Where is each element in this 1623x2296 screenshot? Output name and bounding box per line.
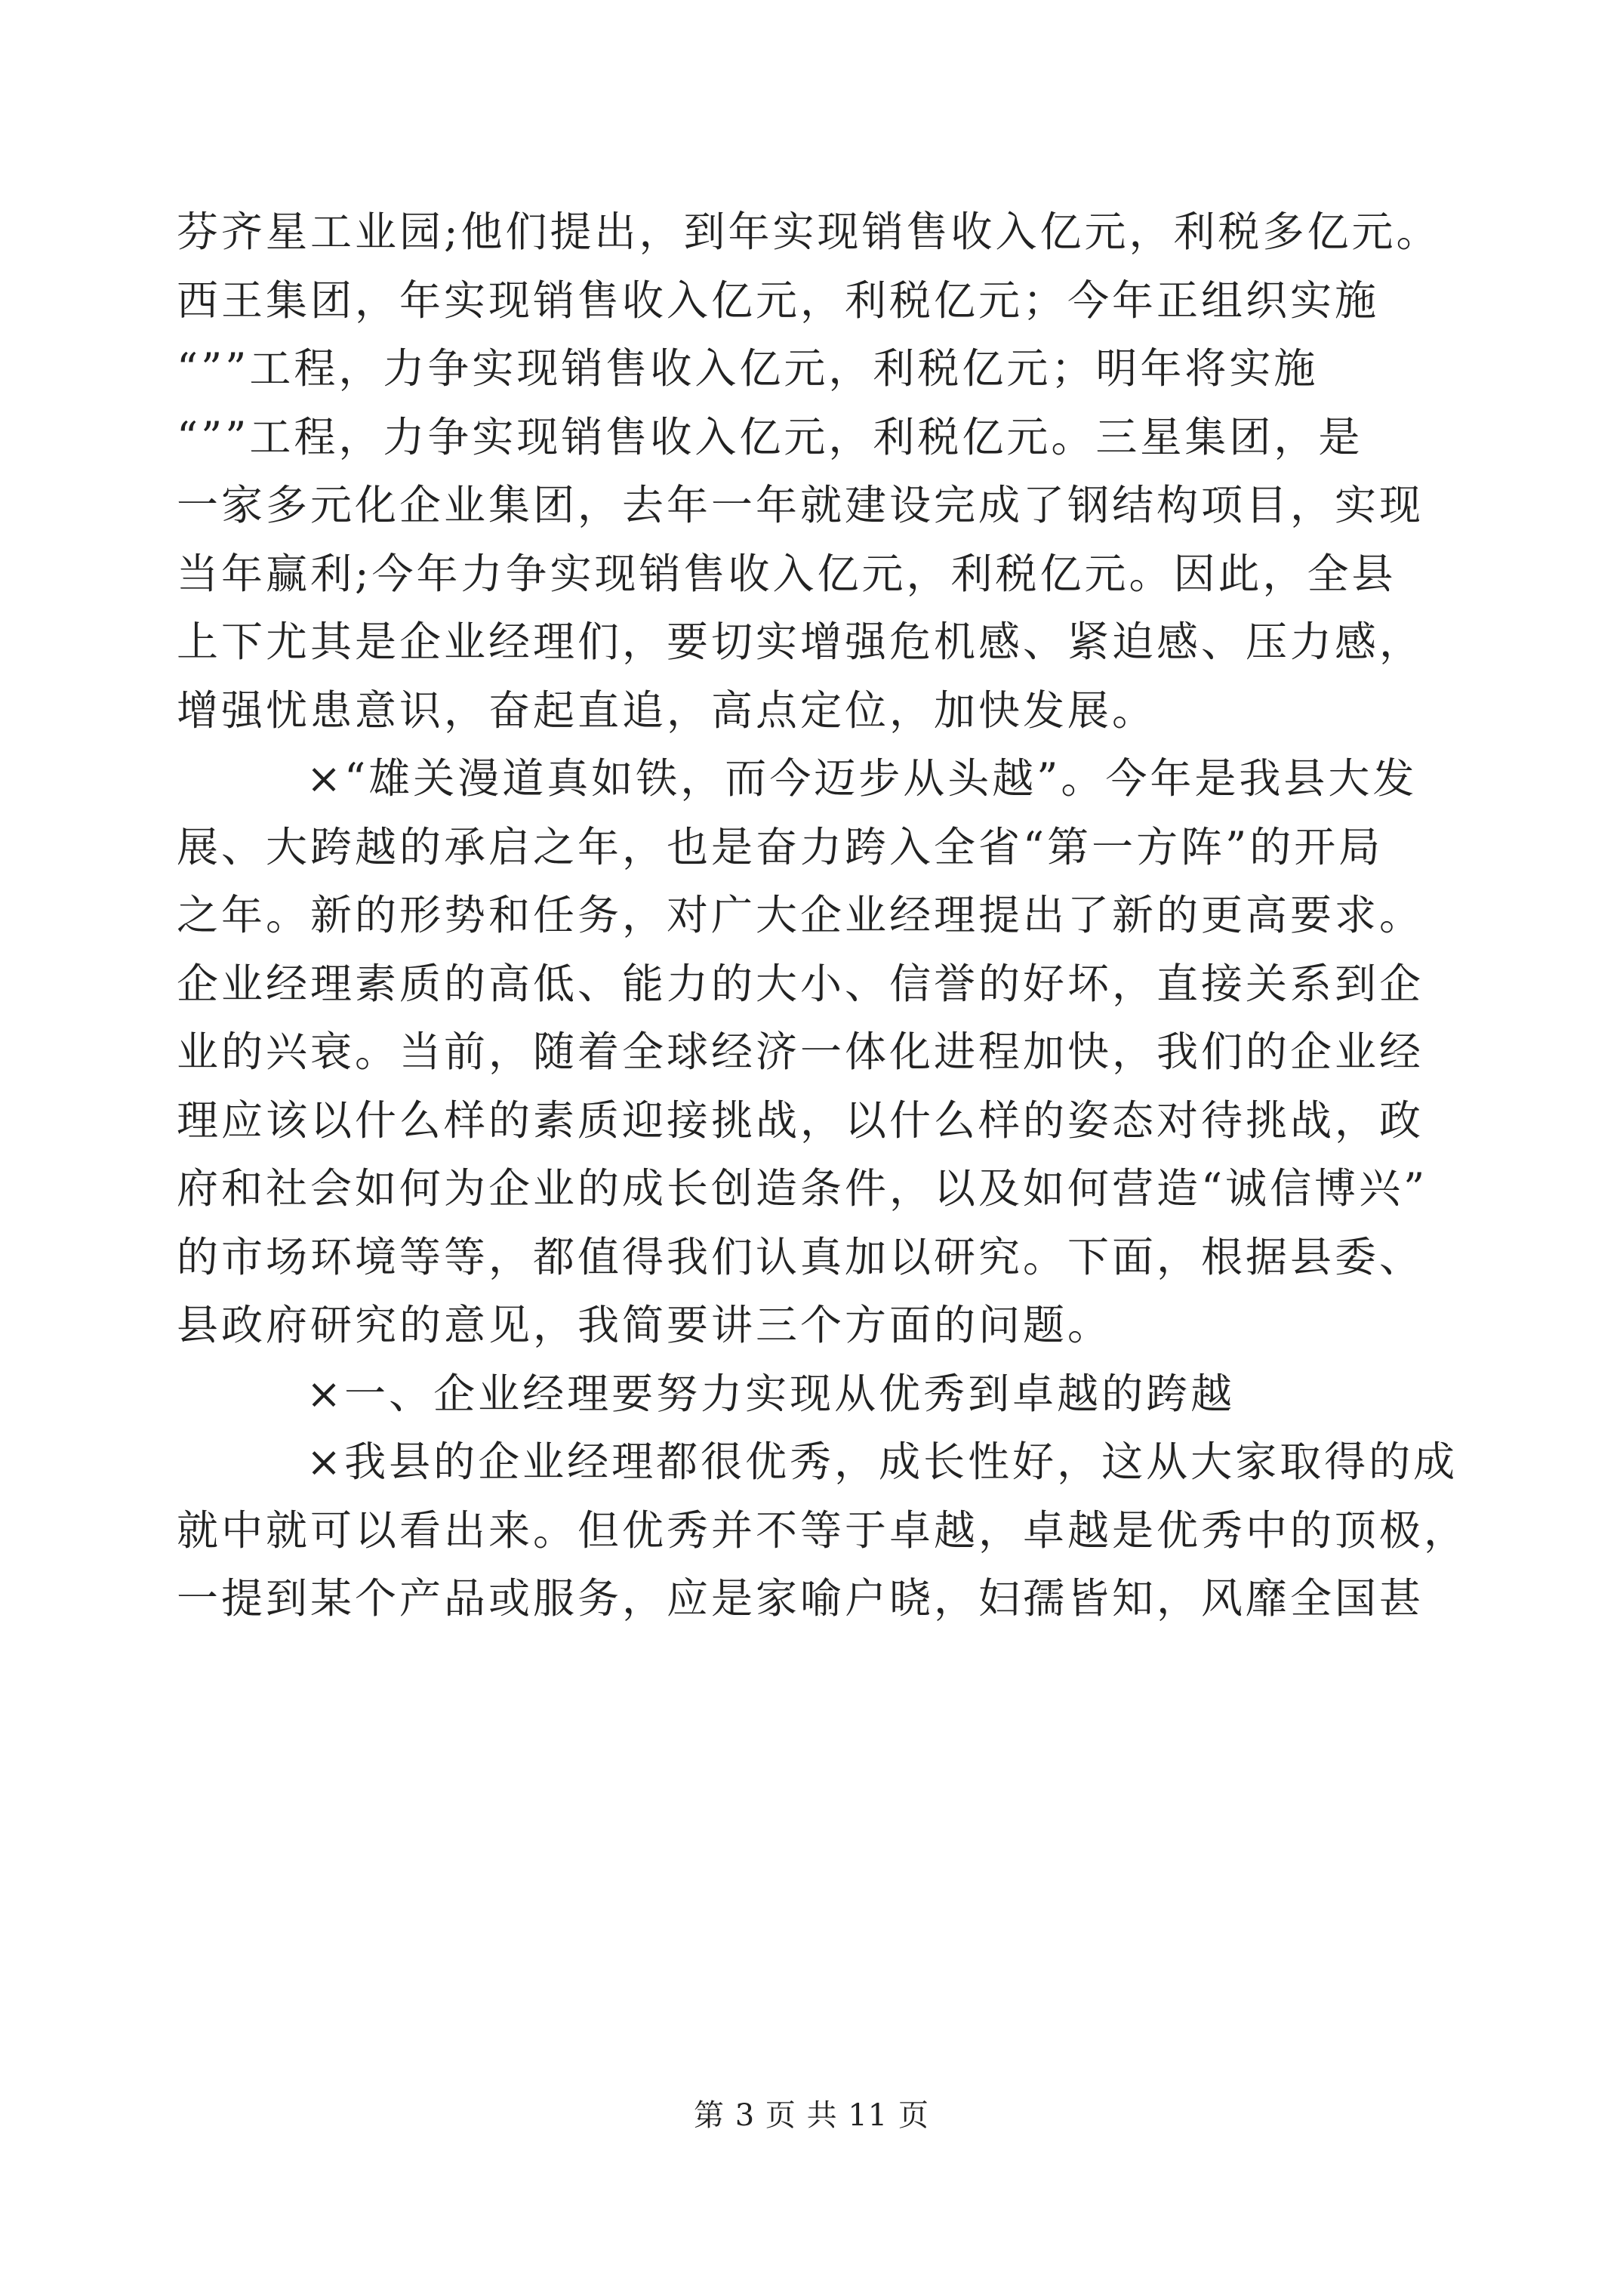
text-line: 展、大跨越的承启之年，也是奋力跨入全省“第一方阵”的开局: [177, 822, 1384, 871]
text-line: 一提到某个产品或服务，应是家喻户晓，妇孺皆知，风靡全国甚: [177, 1574, 1424, 1623]
text-line: “””工程，力争实现销售收入亿元，利税亿元。三星集团，是: [177, 412, 1363, 461]
text-line: 芬齐星工业园;他们提出，到年实现销售收入亿元，利税多亿元。: [177, 208, 1441, 256]
text-line: 增强忧患意识，奋起直追，高点定位，加快发展。: [177, 686, 1157, 735]
text-line: 上下尤其是企业经理们，要切实增强危机感、紧迫感、压力感，: [177, 618, 1424, 666]
text-line: 当年赢利;今年力争实现销售收入亿元，利税亿元。因此，全县: [177, 549, 1397, 598]
text-line: 府和社会如何为企业的成长创造条件，以及如何营造“诚信博兴”: [177, 1164, 1428, 1213]
text-line: 企业经理素质的高低、能力的大小、信誉的好坏，直接关系到企: [177, 959, 1424, 1008]
paragraph-start-line: ×我县的企业经理都很优秀，成长性好，这从大家取得的成: [306, 1438, 1458, 1486]
text-line: 就中就可以看出来。但优秀并不等于卓越，卓越是优秀中的顶极，: [177, 1505, 1469, 1555]
text-line: 理应该以什么样的素质迎接挑战，以什么样的姿态对待挑战，政: [177, 1096, 1424, 1145]
text-line: 业的兴衰。当前，随着全球经济一体化进程加快，我们的企业经: [177, 1028, 1424, 1076]
text-line: 西王集团，年实现销售收入亿元，利税亿元；今年正组织实施: [177, 276, 1380, 325]
text-line: 一家多元化企业集团，去年一年就建设完成了钢结构项目，实现: [177, 481, 1424, 529]
section-heading: ×一、企业经理要努力实现从优秀到卓越的跨越: [306, 1369, 1236, 1418]
paragraph-start-line: ×“雄关漫道真如铁，而今迈步从头越”。今年是我县大发: [306, 754, 1418, 803]
text-line: 之年。新的形势和任务，对广大企业经理提出了新的更高要求。: [177, 891, 1424, 939]
text-line: 的市场环境等等，都值得我们认真加以研究。下面，根据县委、: [177, 1232, 1424, 1281]
page-number-footer: 第 3 页 共 11 页: [694, 2098, 929, 2133]
text-line: 县政府研究的意见，我简要讲三个方面的问题。: [177, 1301, 1113, 1349]
text-line: “””工程，力争实现销售收入亿元，利税亿元；明年将实施: [177, 344, 1319, 393]
document-body: [177, 198, 1469, 1633]
